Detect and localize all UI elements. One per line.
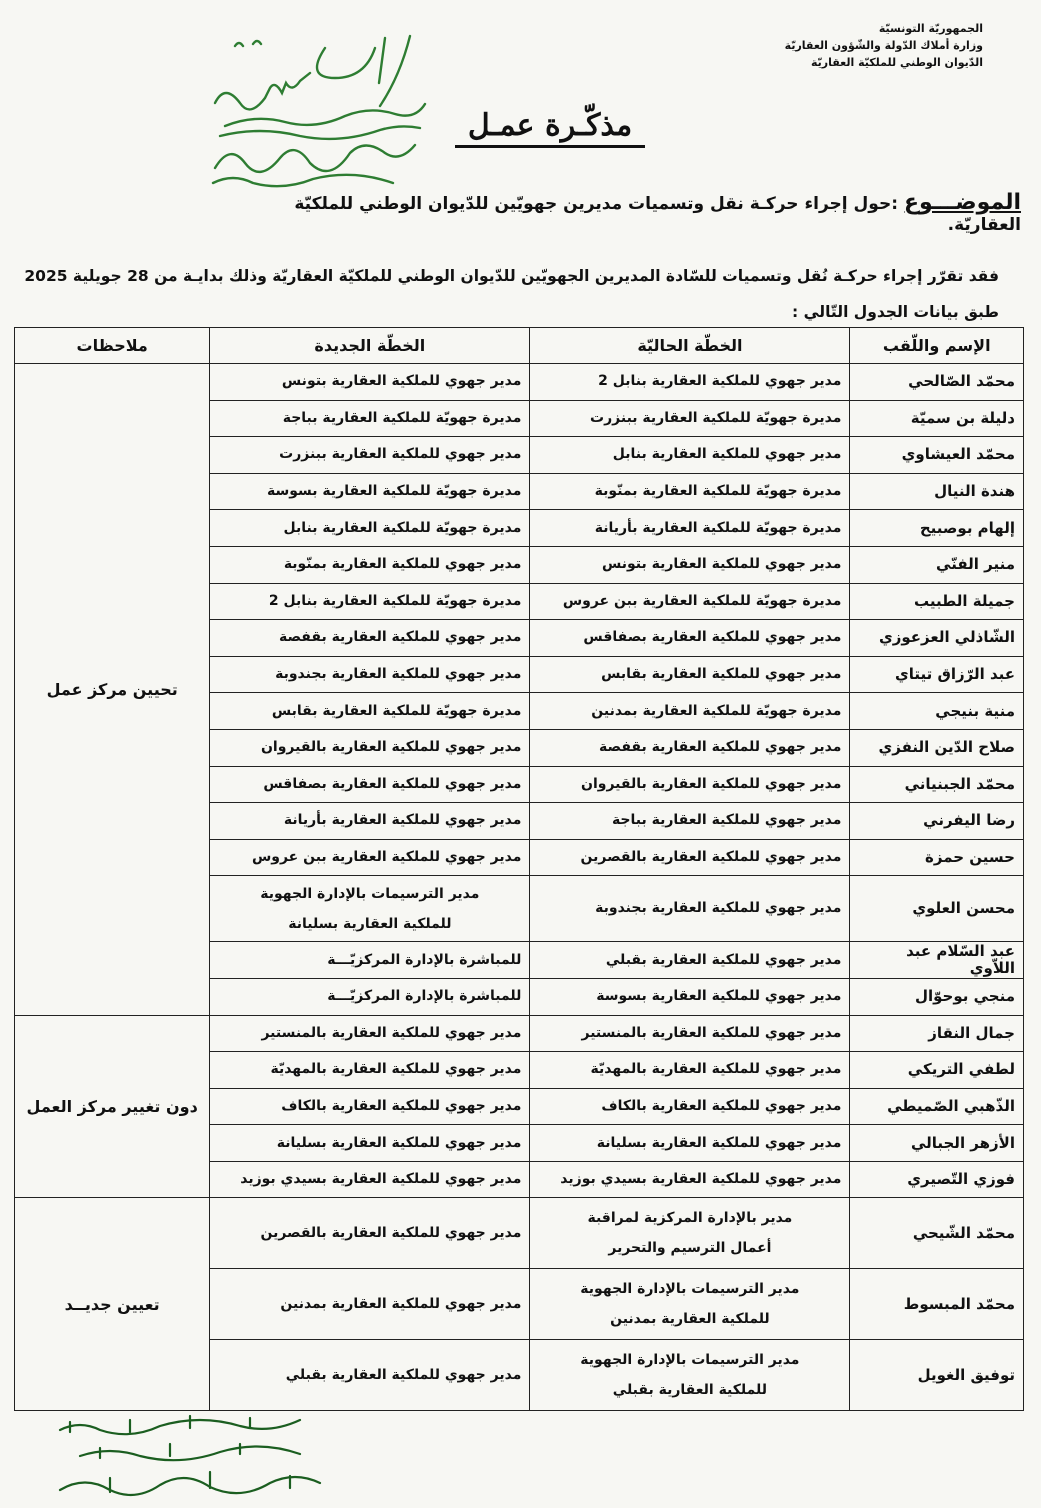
cell-name: عبد الرّزاق تيتاي — [850, 656, 1024, 693]
cell-name: الأزهر الجبالي — [850, 1125, 1024, 1162]
cell-new-position: مدير جهوي للملكية العقارية بالكاف — [210, 1088, 530, 1125]
cell-notes: تعيين جديــد — [15, 1198, 210, 1411]
table-header-row — [15, 328, 1024, 364]
cell-name: محمّد المبسوط — [850, 1269, 1024, 1340]
cell-new-position: مدير جهوي للملكية العقارية بالقصرين — [210, 1198, 530, 1269]
cell-current-position: مديرة جهويّة للملكية العقارية ببن عروس — [530, 583, 850, 620]
cell-new-position: مدير جهوي للملكية العقارية بالمنستير — [210, 1015, 530, 1052]
cell-current-position: مدير جهوي للملكية العقارية بالقيروان — [530, 766, 850, 803]
cell-name: الشّاذلي العزعوزي — [850, 620, 1024, 657]
header-new-position: الخطّة الجديدة — [210, 328, 530, 364]
cell-current-position: مدير جهوي للملكية العقارية بسيدي بوزيد — [530, 1161, 850, 1198]
table-row — [15, 1015, 1024, 1052]
cell-current-position: مدير جهوي للملكية العقارية بنابل — [530, 437, 850, 474]
cell-current-position: مديرة جهويّة للملكية العقارية ببنزرت — [530, 400, 850, 437]
cell-notes: تحيين مركز عمل — [15, 364, 210, 1016]
cell-name: محمّد العيشاوي — [850, 437, 1024, 474]
cell-new-position: مدير جهوي للملكية العقارية بمنّوبة — [210, 546, 530, 583]
cell-current-position: مدير جهوي للملكية العقارية بالقصرين — [530, 839, 850, 876]
cell-name: محمّد الشّيحي — [850, 1198, 1024, 1269]
cell-name: فوزي التّصيري — [850, 1161, 1024, 1198]
table-row — [15, 1198, 1024, 1269]
cell-name: محمّد الصّالحي — [850, 364, 1024, 401]
cell-name: صلاح الدّين النفزي — [850, 729, 1024, 766]
cell-current-position: مدير جهوي للملكية العقارية بسوسة — [530, 978, 850, 1015]
cell-new-position: مدير جهوي للملكية العقارية ببن عروس — [210, 839, 530, 876]
cell-notes: دون تغيير مركز العمل — [15, 1015, 210, 1198]
cell-current-position: مدير الترسيمات بالإدارة الجهوية للملكية العقارية بقبلي — [530, 1340, 850, 1411]
cell-current-position: مدير بالإدارة المركزية لمراقبة أعمال الترسيم والتحرير — [530, 1198, 850, 1269]
cell-current-position: مدير جهوي للملكية العقارية بباجة — [530, 803, 850, 840]
cell-new-position: مدير جهوي للملكية العقارية بتونس — [210, 364, 530, 401]
header-line-ministry: وزارة أملاك الدّولة والشّؤون العقاريّة — [784, 39, 983, 52]
cell-name: منجي بوحوّال — [850, 978, 1024, 1015]
table-row — [15, 364, 1024, 401]
cell-new-position: للمباشرة بالإدارة المركزيّـــة — [210, 942, 530, 979]
handwritten-annotation-drawing — [205, 28, 445, 198]
signature-stamp-drawing — [40, 1412, 360, 1502]
cell-name: توفيق الغويل — [850, 1340, 1024, 1411]
cell-new-position: مديرة جهويّة للملكية العقارية بنابل — [210, 510, 530, 547]
cell-new-position: مدير جهوي للملكية العقارية ببنزرت — [210, 437, 530, 474]
cell-name: حسين حمزة — [850, 839, 1024, 876]
cell-new-position: مدير جهوي للملكية العقارية بأريانة — [210, 803, 530, 840]
header-current-position: الخطّة الحاليّة — [530, 328, 850, 364]
signature-block — [40, 1412, 360, 1502]
header-name: الإسم واللّقب — [850, 328, 1024, 364]
subject-label: الموضـــوع — [904, 190, 1021, 215]
cell-new-position: مدير جهوي للملكية العقارية بقفصة — [210, 620, 530, 657]
header-notes: ملاحظات — [15, 328, 210, 364]
cell-name: جمال النقاز — [850, 1015, 1024, 1052]
cell-name: هندة النيال — [850, 473, 1024, 510]
cell-current-position: مدير جهوي للملكية العقارية بقابس — [530, 656, 850, 693]
cell-name: دليلة بن سميّة — [850, 400, 1024, 437]
cell-current-position: مديرة جهويّة للملكية العقارية بمنّوبة — [530, 473, 850, 510]
memo-title: مذكّـرة عمـل — [455, 108, 645, 148]
cell-current-position: مدير جهوي للملكية العقارية بالمهديّة — [530, 1052, 850, 1089]
cell-new-position: مدير جهوي للملكية العقارية بسليانة — [210, 1125, 530, 1162]
cell-current-position: مدير الترسيمات بالإدارة الجهوية للملكية العقارية بمدنين — [530, 1269, 850, 1340]
cell-name: جميلة الطبيب — [850, 583, 1024, 620]
header-line-office: الدّيوان الوطني للملكيّة العقاريّة — [810, 56, 983, 69]
cell-name: إلهام بوصبيح — [850, 510, 1024, 547]
cell-name: لطفي التريكي — [850, 1052, 1024, 1089]
table-body — [15, 364, 1024, 1411]
cell-name: محمّد الجبنياني — [850, 766, 1024, 803]
subject-text: :حول إجراء حركـة نقل وتسميات مديرين جهويّين للدّيوان الوطني للملكيّة العقاريّة. — [294, 194, 1021, 235]
subject-line — [221, 190, 1021, 235]
assignments-table — [14, 327, 1024, 1411]
cell-name: منية بنيجي — [850, 693, 1024, 730]
cell-new-position: مديرة جهويّة للملكية العقارية بسوسة — [210, 473, 530, 510]
cell-current-position: مدير جهوي للملكية العقارية بسليانة — [530, 1125, 850, 1162]
cell-new-position: مدير جهوي للملكية العقارية بالمهديّة — [210, 1052, 530, 1089]
cell-current-position: مدير جهوي للملكية العقارية بالمنستير — [530, 1015, 850, 1052]
cell-new-position: مدير الترسيمات بالإدارة الجهوية للملكية العقارية بسليانة — [210, 876, 530, 942]
cell-current-position: مدير جهوي للملكية العقارية بقفصة — [530, 729, 850, 766]
cell-current-position: مديرة جهويّة للملكية العقارية بمدنين — [530, 693, 850, 730]
cell-new-position: مدير جهوي للملكية العقارية بقبلي — [210, 1340, 530, 1411]
cell-name: رضا اليفرني — [850, 803, 1024, 840]
cell-name: محسن العلوي — [850, 876, 1024, 942]
cell-new-position: مدير جهوي للملكية العقارية بمدنين — [210, 1269, 530, 1340]
cell-new-position: مدير جهوي للملكية العقارية بالقيروان — [210, 729, 530, 766]
cell-current-position: مدير جهوي للملكية العقارية بقبلي — [530, 942, 850, 979]
intro-paragraph: فقد تقرّر إجراء حركـة نُقل وتسميات للسّادة المديرين الجهويّين للدّيوان الوطني للملكيّة العقاريّة وذلك بدايـة من 28 جويلية 2025 طبق بيانات الجدول التّالي : — [24, 267, 999, 321]
cell-name: عبد السّلام عبد اللاّوي — [850, 942, 1024, 979]
cell-new-position: مديرة جهويّة للملكية العقارية بنابل 2 — [210, 583, 530, 620]
header-line-republic: الجمهوريّة التونسيّة — [878, 22, 983, 35]
cell-new-position: مديرة جهويّة للملكية العقارية بباجة — [210, 400, 530, 437]
cell-current-position: مدير جهوي للملكية العقارية بالكاف — [530, 1088, 850, 1125]
cell-current-position: مدير جهوي للملكية العقارية بتونس — [530, 546, 850, 583]
cell-current-position: مدير جهوي للملكية العقارية بصفاقس — [530, 620, 850, 657]
cell-new-position: مديرة جهويّة للملكية العقارية بقابس — [210, 693, 530, 730]
cell-new-position: مدير جهوي للملكية العقارية بسيدي بوزيد — [210, 1161, 530, 1198]
cell-current-position: مدير جهوي للملكية العقارية بنابل 2 — [530, 364, 850, 401]
cell-new-position: مدير جهوي للملكية العقارية بصفاقس — [210, 766, 530, 803]
cell-new-position: للمباشرة بالإدارة المركزيّـــة — [210, 978, 530, 1015]
cell-current-position: مدير جهوي للملكية العقارية بجندوبة — [530, 876, 850, 942]
cell-name: منير الفنّي — [850, 546, 1024, 583]
cell-name: الذّهبي الصّميطي — [850, 1088, 1024, 1125]
cell-new-position: مدير جهوي للملكية العقارية بجندوبة — [210, 656, 530, 693]
handwritten-approval-annotation — [205, 28, 445, 198]
header-organization — [723, 20, 983, 71]
cell-current-position: مديرة جهويّة للملكية العقارية بأريانة — [530, 510, 850, 547]
